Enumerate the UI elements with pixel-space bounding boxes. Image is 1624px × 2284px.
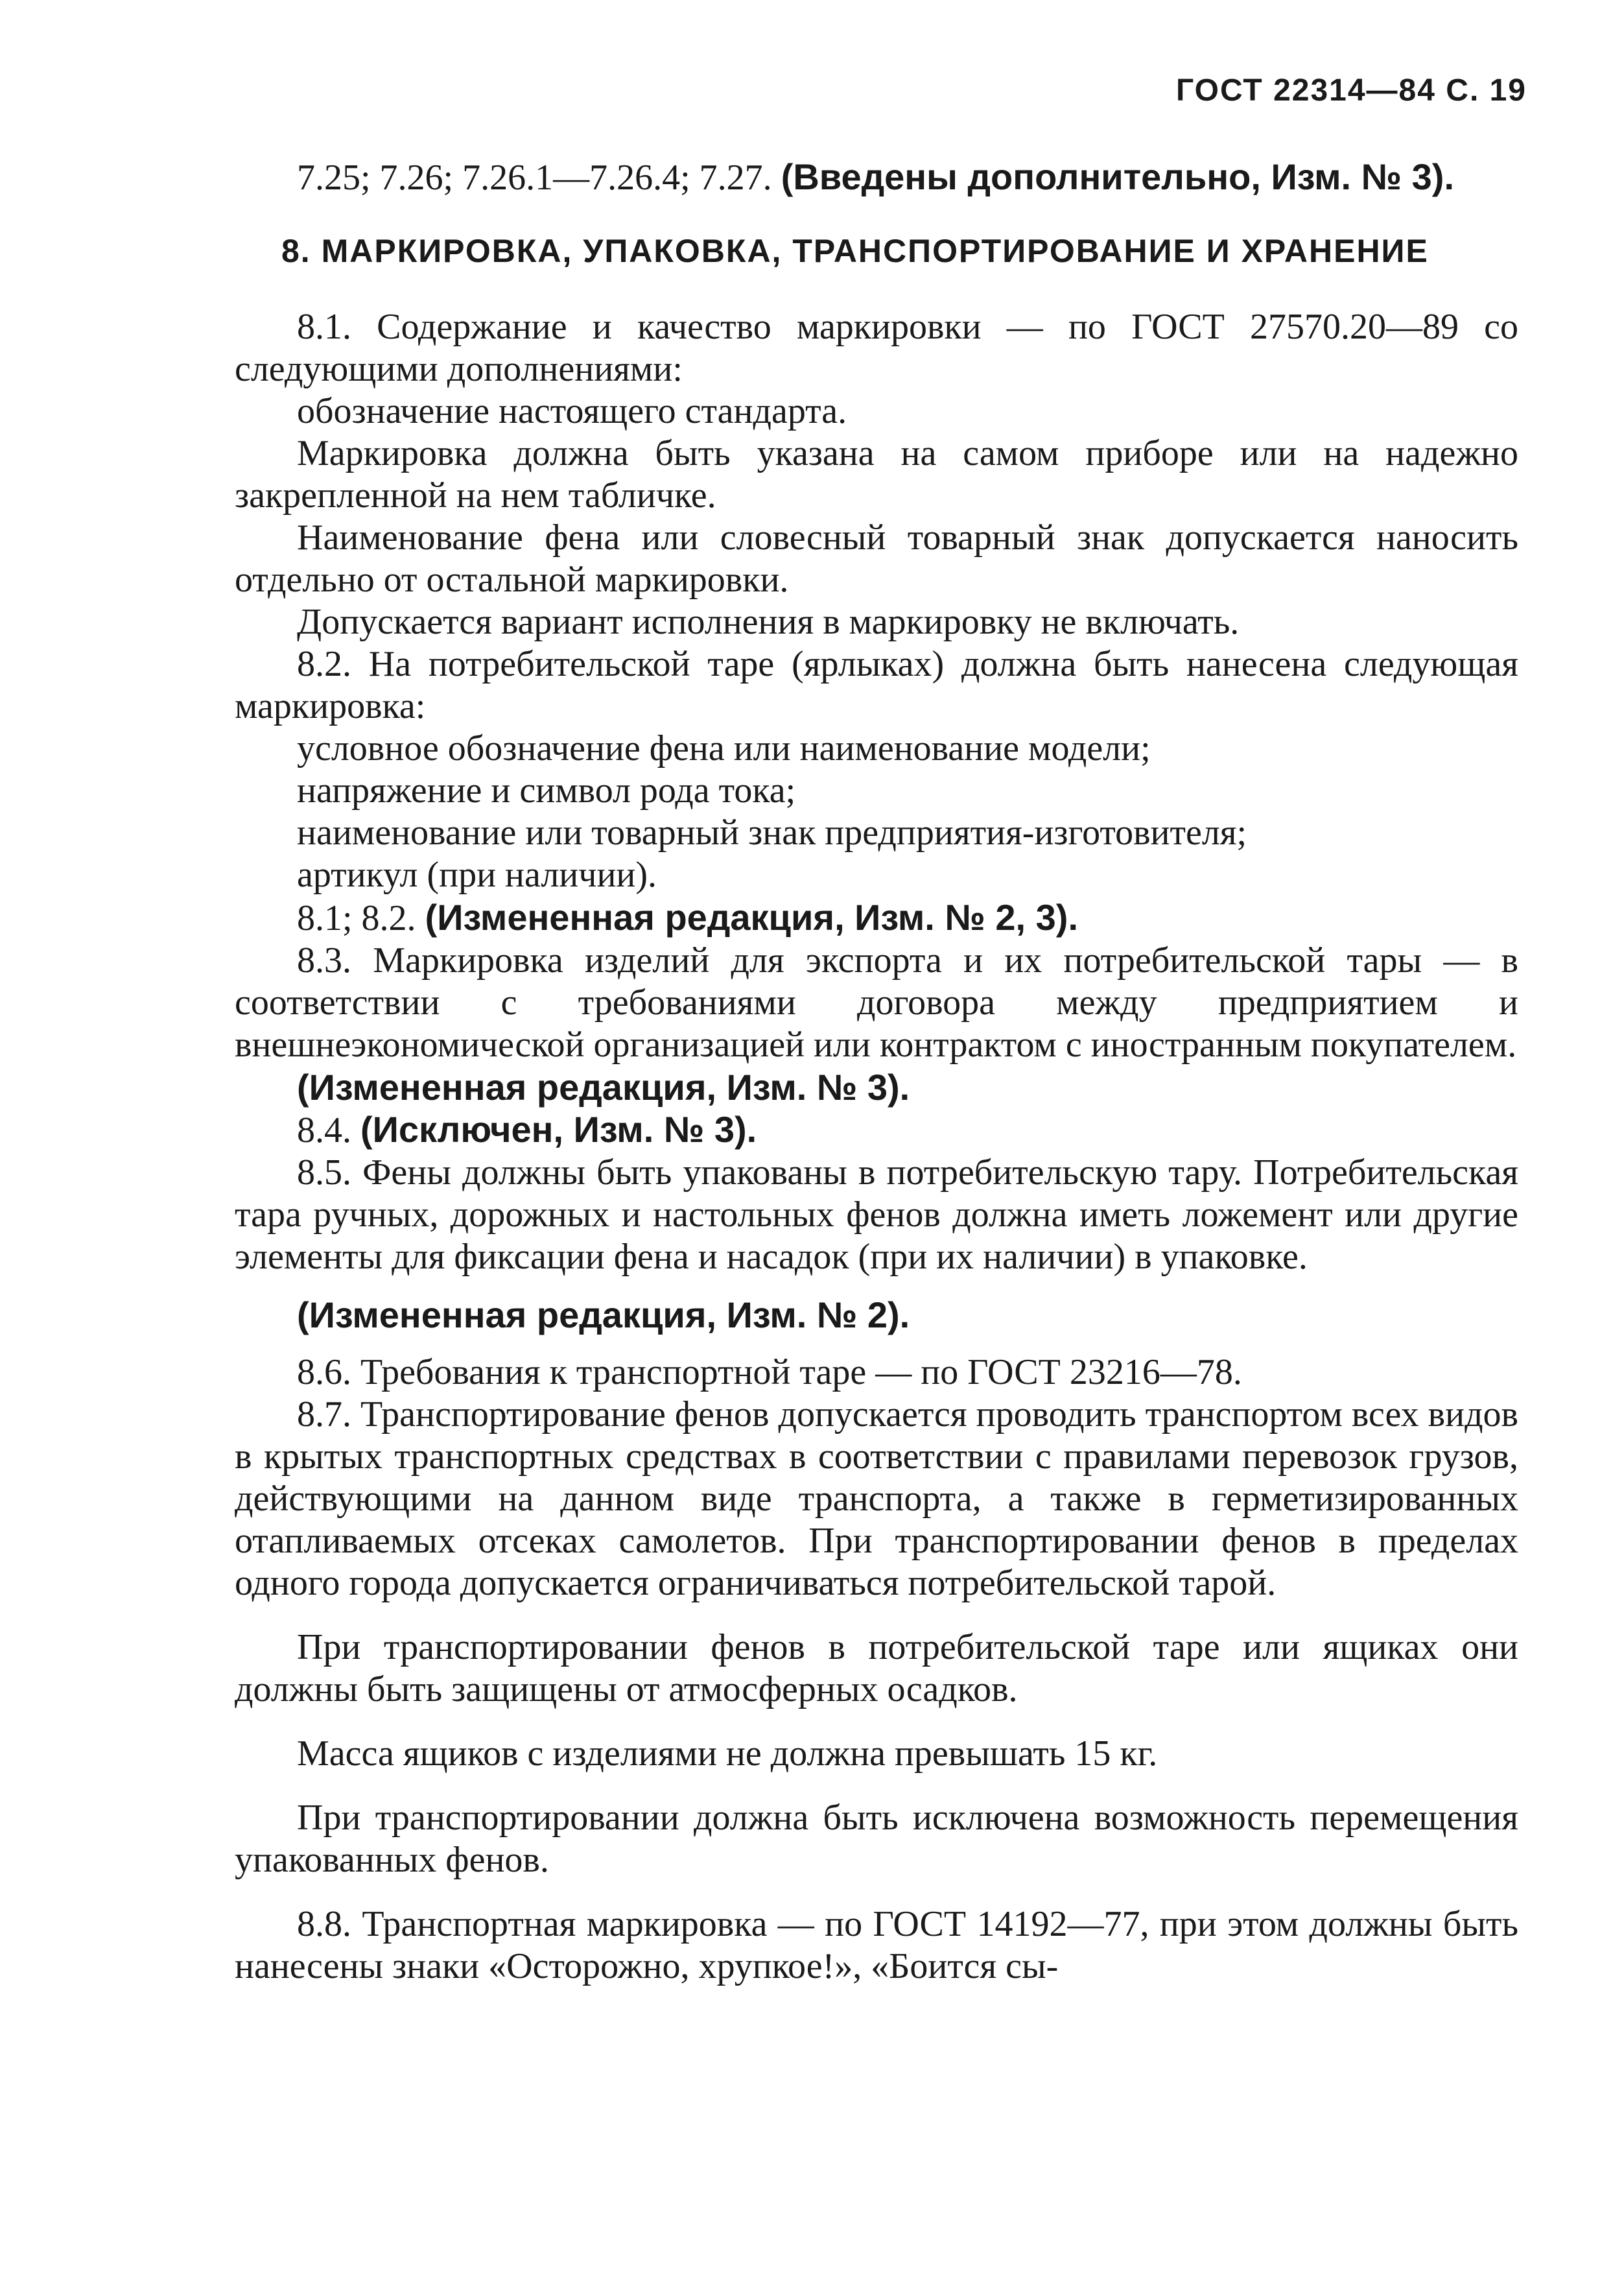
list-item: напряжение и символ рода тока; [297, 770, 796, 811]
paragraph-8-4 [235, 1108, 1518, 1152]
clause-number: 8.4. [297, 1110, 360, 1150]
paragraph-8-3: 8.3. Маркировка изделий для экспорта и их потребительской тары — в соответствии с требованиями договора между предприятием и внешнеэкономической организацией или контрактом с иностранным покупателем. [235, 940, 1518, 1065]
paragraph-variant: Допускается вариант исполнения в маркировку не включать. [297, 602, 1240, 642]
running-head: ГОСТ 22314—84 С. 19 [1176, 73, 1527, 108]
paragraph-mass: Масса ящиков с изделиями не должна превышать 15 кг. [297, 1733, 1158, 1774]
amendment-note: (Измененная редакция, Изм. № 2). [297, 1294, 910, 1335]
paragraph-8-6: 8.6. Требования к транспортной таре — по ГОСТ 23216—78. [297, 1352, 1242, 1392]
paragraph-8-2: 8.2. На потребительской таре (ярлыках) должна быть нанесена следующая маркировка: [235, 644, 1518, 726]
amendment-note: (Измененная редакция, Изм. № 3). [297, 1067, 910, 1108]
paragraph-8-7: 8.7. Транспортирование фенов допускается проводить транспортом всех видов в крытых транспортных средствах в соответствии с правилами перевозок грузов, действующими на данном виде транспорта, а также в герметизированных отапливаемых отсеках самолетов. При транспортировании фенов в пределах одного города допускается ограничиваться потребительской тарой. [235, 1394, 1518, 1603]
paragraph-protection: При транспортировании фенов в потребительской таре или ящиках они должны быть защищены от атмосферных осадков. [235, 1627, 1518, 1709]
paragraph-8-5: 8.5. Фены должны быть упакованы в потребительскую тару. Потребительская тара ручных, дорожных и настольных фенов должна иметь ложемент или другие элементы для фиксации фена и насадок (при их наличии) в упаковке. [235, 1152, 1518, 1277]
paragraph-displacement: При транспортировании должна быть исключена возможность перемещения упакованных фенов. [235, 1798, 1518, 1880]
paragraph-trademark: Наименование фена или словесный товарный знак допускается наносить отдельно от остальной маркировки. [235, 517, 1518, 600]
paragraph-8-1: 8.1. Содержание и качество маркировки — по ГОСТ 27570.20—89 со следующими дополнениями: [235, 307, 1518, 389]
intro-paragraph [235, 156, 1518, 199]
list-item: артикул (при наличии). [297, 855, 657, 895]
list-item: условное обозначение фена или наименование модели; [297, 728, 1151, 768]
amendment-ref: 8.1; 8.2. [297, 898, 425, 938]
document-body [235, 156, 1518, 1988]
amendment-note: (Исключен, Изм. № 3). [360, 1109, 757, 1150]
list-item: наименование или товарный знак предприятия-изготовителя; [297, 813, 1247, 853]
paragraph-marking-location: Маркировка должна быть указана на самом приборе или на надежно закрепленной на нем табличке. [235, 433, 1518, 516]
amendment-note: (Измененная редакция, Изм. № 2, 3). [425, 897, 1079, 938]
intro-text: 7.25; 7.26; 7.26.1—7.26.4; 7.27. [297, 158, 781, 198]
paragraph-8-8: 8.8. Транспортная маркировка — по ГОСТ 14192—77, при этом должны быть нанесены знаки «Осторожно, хрупкое!», «Боится сы- [235, 1904, 1518, 1986]
paragraph-8-1-item: обозначение настоящего стандарта. [297, 391, 847, 431]
paragraph-amendment-8-1-8-2 [235, 896, 1518, 940]
section-heading: 8. МАРКИРОВКА, УПАКОВКА, ТРАНСПОРТИРОВАНИЕ И ХРАНЕНИЕ [281, 233, 1429, 269]
intro-amendment-note: (Введены дополнительно, Изм. № 3). [781, 156, 1455, 197]
